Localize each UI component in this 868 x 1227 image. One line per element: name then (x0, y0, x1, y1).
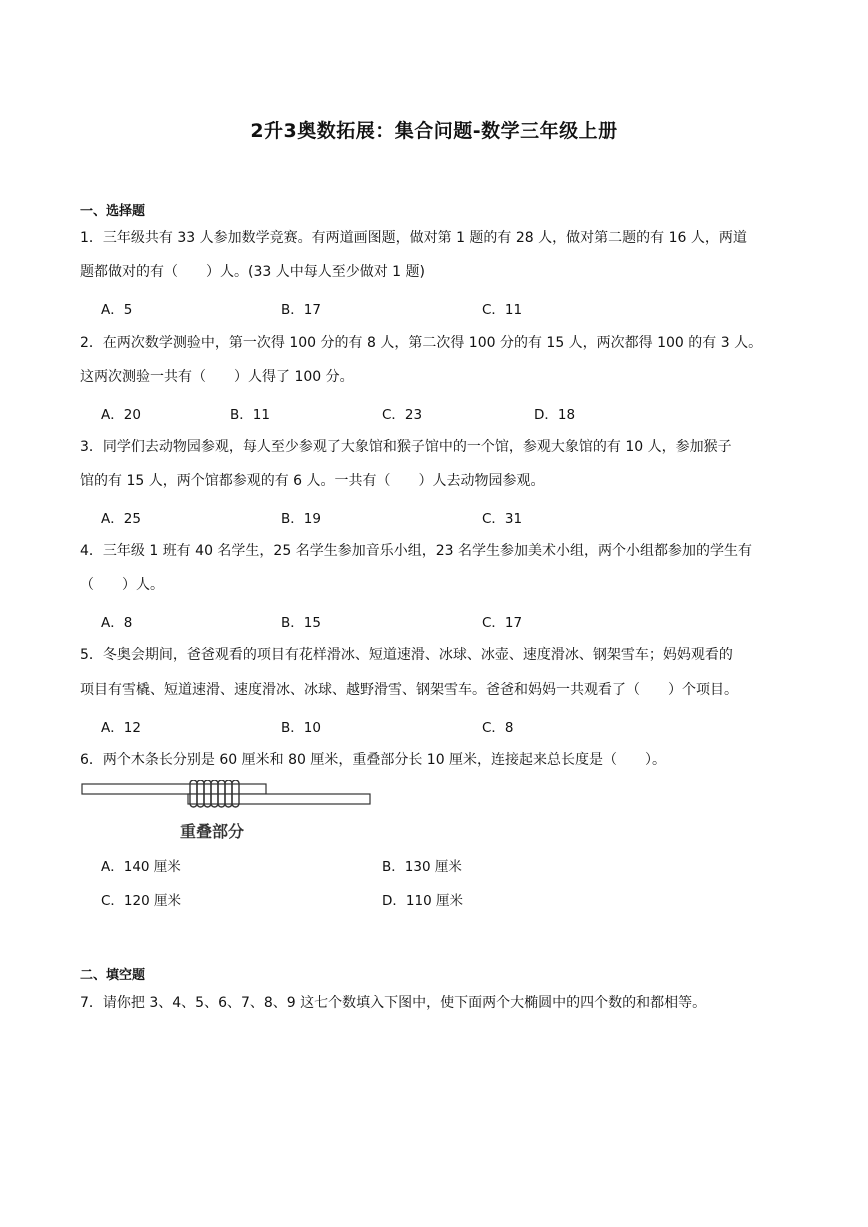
question-3-line-1: 3．同学们去动物园参观，每人至少参观了大象馆和猴子馆中的一个馆，参观大象馆的有 10 人，参加猴子 (80, 439, 732, 455)
section-heading-choice: 一、选择题 (80, 204, 146, 219)
question-4-option-c: C．17 (482, 615, 523, 631)
question-3-option-b: B．19 (281, 511, 321, 527)
question-7-line-1: 7．请你把 3、4、5、6、7、8、9 这七个数填入下图中，使下面两个大椭圆中的四个数的和都相等。 (80, 995, 707, 1011)
question-2-line-1: 2．在两次数学测验中，第一次得 100 分的有 8 人，第二次得 100 分的有 15 人，两次都得 100 的有 3 人。 (80, 335, 763, 351)
question-5-line-1: 5．冬奥会期间，爸爸观看的项目有花样滑冰、短道速滑、冰球、冰壶、速度滑冰、钢架雪车；妈妈观看的 (80, 647, 733, 663)
question-1-line-1: 1．三年级共有 33 人参加数学竞赛。有两道画图题，做对第 1 题的有 28 人，做对第二题的有 16 人，两道 (80, 230, 747, 246)
question-3-option-a: A．25 (101, 511, 141, 527)
question-6-option-d: D．110 厘米 (382, 893, 463, 909)
page-title: 2升3奥数拓展：集合问题-数学三年级上册 (250, 120, 618, 142)
question-5-option-b: B．10 (281, 720, 321, 736)
question-1-option-a: A．5 (101, 302, 133, 318)
question-5-option-a: A．12 (101, 720, 141, 736)
question-6-option-b: B．130 厘米 (382, 859, 462, 875)
question-1-option-b: B．17 (281, 302, 321, 318)
question-2-option-c: C．23 (382, 407, 423, 423)
question-2-option-a: A．20 (101, 407, 141, 423)
question-2-option-d: D．18 (534, 407, 576, 423)
question-4-option-b: B．15 (281, 615, 321, 631)
question-4-line-1: 4．三年级 1 班有 40 名学生，25 名学生参加音乐小组，23 名学生参加美术小组，两个小组都参加的学生有 (80, 543, 752, 559)
section-heading-fill: 二、填空题 (80, 968, 146, 983)
question-2-line-2: 这两次测验一共有（ ）人得了 100 分。 (80, 369, 354, 385)
question-5-option-c: C．8 (482, 720, 514, 736)
question-2-option-b: B．11 (230, 407, 270, 423)
overlap-figure-label: 重叠部分 (180, 822, 245, 841)
question-3-line-2: 馆的有 15 人，两个馆都参观的有 6 人。一共有（ ）人去动物园参观。 (80, 473, 545, 489)
question-5-line-2: 项目有雪橇、短道速滑、速度滑冰、冰球、越野滑雪、钢架雪车。爸爸和妈妈一共观看了（ ）个项目。 (80, 682, 738, 698)
question-4-option-a: A．8 (101, 615, 133, 631)
question-4-line-2: （ ）人。 (80, 577, 164, 593)
question-1-option-c: C．11 (482, 302, 523, 318)
question-1-line-2: 题都做对的有（ ）人。(33 人中每人至少做对 1 题) (80, 264, 425, 280)
question-6-line-1: 6．两个木条长分别是 60 厘米和 80 厘米，重叠部分长 10 厘米，连接起来总长度是（ ）。 (80, 752, 667, 768)
overlap-figure (78, 780, 378, 812)
question-6-option-c: C．120 厘米 (101, 893, 181, 909)
lower-stick (188, 794, 370, 804)
question-6-option-a: A．140 厘米 (101, 859, 181, 875)
question-3-option-c: C．31 (482, 511, 523, 527)
